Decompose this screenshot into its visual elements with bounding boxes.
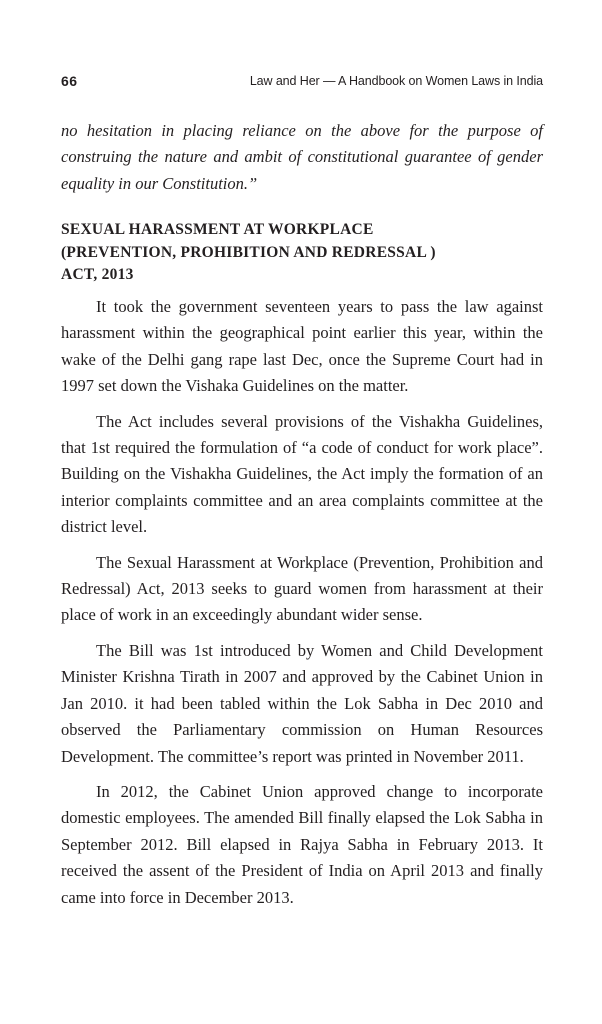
paragraph: The Bill was 1st introduced by Women and Child Development Minister Krishna Tirath in 2007 and approved by the Cabinet Union in Jan 2010. it had been tabled within the Lok Sabha in Dec 2010 and observed the Parliamentary commission on Human Resources Development. The committee’s report was printed in November 2011. xyxy=(61,640,543,766)
paragraph: In 2012, the Cabinet Union approved change to incorporate domestic employees. The amended Bill finally elapsed the Lok Sabha in September 2012. Bill elapsed in Rajya Sabha in February 2013. It received the assent of the President of India on April 2013 and finally came into force in December 2013. xyxy=(61,781,543,907)
running-header xyxy=(61,73,543,93)
section-heading-line: (PREVENTION, PROHIBITION AND REDRESSAL ) xyxy=(61,243,436,261)
section-heading-line: ACT, 2013 xyxy=(61,266,134,283)
paragraph: The Act includes several provisions of the Vishakha Guidelines, that 1st required the formulation of “a code of conduct for work place”. Building on the Vishakha Guidelines, the Act imply the formation of an interior complaints committee and an area complaints committee at the district level. xyxy=(61,411,543,537)
running-title: Law and Her — A Handbook on Women Laws in India xyxy=(249,74,543,88)
section-heading xyxy=(61,219,543,287)
section-body xyxy=(61,294,543,920)
section-heading-line: SEXUAL HARASSMENT AT WORKPLACE xyxy=(61,221,374,238)
paragraph: The Sexual Harassment at Workplace (Prevention, Prohibition and Redressal) Act, 2013 seeks to guard women from harassment at their place of work in an exceedingly abundant wider sense. xyxy=(61,552,543,625)
quoted-passage: no hesitation in placing reliance on the above for the purpose of construing the nature and ambit of constitutional guarantee of gender equality in our Constitution.” xyxy=(61,121,543,193)
page-number: 66 xyxy=(61,73,78,89)
paragraph: It took the government seventeen years to pass the law against harassment within the geographical point earlier this year, within the wake of the Delhi gang rape last Dec, once the Supreme Court had in 1997 set down the Vishaka Guidelines on the matter. xyxy=(61,297,543,396)
